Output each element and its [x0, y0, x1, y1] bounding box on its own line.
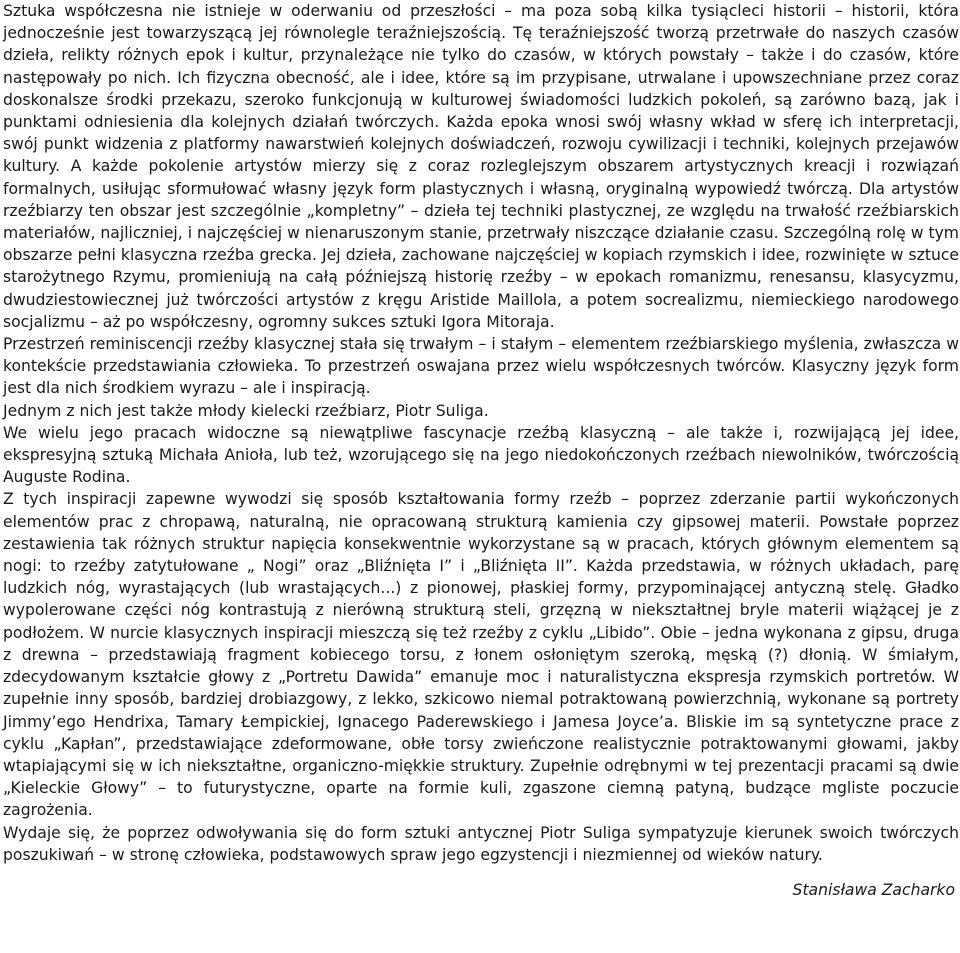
paragraph-works: Z tych inspiracji zapewne wywodzi się sposób kształtowania formy rzeźb – poprzez zderzanie partii wykończonych elementów prac z chropawą, naturalną, nie opracowaną strukturą kamienia czy gipsowej materii. Powstałe poprzez zestawienia tak różnych struktur napięcia konsekwentnie wykorzystane są w pracach, których głównym elementem są nogi: to rzeźby zatytułowane „ Nogi” oraz „Bliźnięta I” i „Bliźnięta II”. Każda przedstawia, w różnych układach, parę ludzkich nóg, wyrastających (lub wrastających...) z pionowej, płaskiej formy, przypominającej antyczną stelę. Gładko wypolerowane części nóg kontrastują z nierówną strukturą steli, grzęzną w niekształtnej bryle materii wiążącej je z podłożem. W nurcie klasycznych inspiracji mieszczą się też rzeźby z cyklu „Libido”. Obie – jedna wykonana z gipsu, druga z drewna – przedstawiają fragment kobiecego torsu, z łonem osłoniętym szeroką, męską (?) dłonią. W śmiałym, zdecydowanym kształcie głowy z „Portretu Dawida” emanuje moc i naturalistyczna ekspresja rzymskich portretów. W zupełnie inny sposób, bardziej drobiazgowy, z lekko, szkicowo niemal potraktowaną powierzchnią, wykonane są portrety Jimmy’ego Hendrixa, Tamary Łempickiej, Ignacego Paderewskiego i Jamesa Joyce’a. Bliskie im są syntetyczne prace z cyklu „Kapłan”, przedstawiające zdeformowane, obłe torsy zwieńczone realistycznie potraktowanymi głowami, jakby wtapiającymi się w ich niekształtne, organiczno-miękkie struktury. Zupełnie odrębnymi w tej prezentacji pracami są dwie „Kieleckie Głowy” – to futurystyczne, oparte na formie kuli, zgaszone ciemną patyną, budzące mgliste poczucie zagrożenia. — [3, 490, 959, 820]
author-signature: Stanisława Zacharko — [792, 880, 955, 899]
paragraph-conclusion: Wydaje się, że poprzez odwoływania się do form sztuki antycznej Piotr Suliga sympatyzuje kierunek swoich twórczych poszukiwań – w stronę człowieka, podstawowych spraw jego egzystencji i niezmiennej od wieków natury. — [3, 823, 959, 864]
paragraph-suliga: Jednym z nich jest także młody kielecki rzeźbiarz, Piotr Suliga. — [3, 401, 489, 420]
paragraph-reminiscence: Przestrzeń reminiscencji rzeźby klasycznej stała się trwałym – i stałym – elementem rzeźbiarskiego myślenia, zwłaszcza w kontekście przedstawiania człowieka. To przestrzeń oswajana przez wielu współczesnych twórców. Klasyczny język form jest dla nich środkiem wyrazu – ale i inspiracją. — [3, 335, 959, 398]
paragraph-intro: Sztuka współczesna nie istnieje w oderwaniu od przeszłości – ma poza sobą kilka tysiącleci historii – historii, która jednocześnie jest towarzyszącą jej równolegle teraźniejszością. Tę teraźniejszość tworzą przetrwałe do naszych czasów dzieła, relikty różnych epok i kultur, przynależące nie tylko do czasów, w których powstały – także i do czasów, które następowały po nich. Ich fizyczna obecność, ale i idee, które są im przypisane, utrwalane i upowszechniane przez coraz doskonalsze środki przekazu, szeroko funkcjonują w kulturowej świadomości ludzkich pokoleń, są zarówno bazą, jak i punktami odniesienia dla kolejnych działań twórczych. Każda epoka wnosi swój własny wkład w sferę ich interpretacji, swój punkt widzenia z platformy nawarstwień kolejnych doświadczeń, rozwoju cywilizacji i techniki, kolejnych przejawów kultury. A każde pokolenie artystów mierzy się z coraz rozleglejszym obszarem artystycznych kreacji i rozwiązań formalnych, usiłując sformułować własny język form plastycznych i własną, oryginalną wypowiedź twórczą. Dla artystów rzeźbiarzy ten obszar jest szczególnie „kompletny” – dzieła tej techniki plastycznej, ze względu na trwałość rzeźbiarskich materiałów, najliczniej, i najczęściej w nienaruszonym stanie, przetrwały niszczące działanie czasu. Szczególną rolę w tym obszarze pełni klasyczna rzeźba grecka. Jej dzieła, zachowane najczęściej w kopiach rzymskich i idee, rozwinięte w sztuce starożytnego Rzymu, promieniują na całą późniejszą historię rzeźby – w epokach romanizmu, renesansu, klasycyzmu, dwudziestowiecznej już twórczości artystów z kręgu Aristide Maillola, a potem socrealizmu, niemieckiego narodowego socjalizmu – aż po współczesny, ogromny sukces sztuki Igora Mitoraja. — [3, 2, 959, 331]
article — [3, 0, 959, 900]
paragraph-fascinations: We wielu jego pracach widoczne są niewątpliwe fascynacje rzeźbą klasyczną – ale także i, rozwijającą jej idee, ekspresyjną sztuką Michała Anioła, lub też, wzorującego się na jego niedokończonych rzeźbach niewolników, twórczością Auguste Rodina. — [3, 423, 959, 487]
